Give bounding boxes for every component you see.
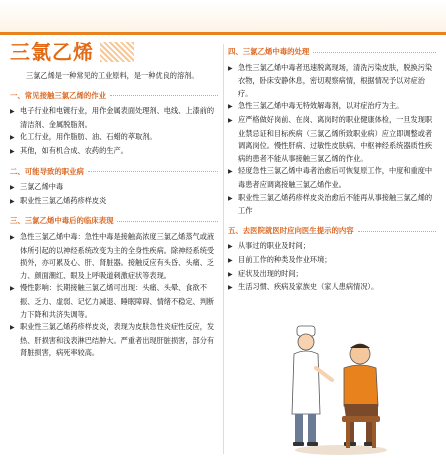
triangle-bullet-icon: ▶ [10, 233, 15, 241]
triangle-bullet-icon: ▶ [228, 284, 233, 292]
triangle-bullet-icon: ▶ [228, 168, 233, 176]
right-column [228, 46, 436, 295]
list-item: ▶ 症状及出现的时间； [228, 268, 436, 282]
title-decoration [100, 42, 134, 62]
heading-rule [110, 95, 218, 96]
heading-rule [358, 231, 436, 232]
triangle-bullet-icon: ▶ [10, 108, 15, 116]
list-item: ▶ 三氯乙烯中毒 [10, 181, 218, 195]
list-item: ▶ 职业性三氯乙烯药疹样皮炎 [10, 195, 218, 209]
heading-rule [313, 52, 436, 53]
top-band [0, 0, 446, 34]
triangle-bullet-icon: ▶ [228, 64, 233, 72]
section-heading: 五、去医院就医时应向医生提示的内容 [228, 225, 436, 238]
triangle-bullet-icon: ▶ [10, 134, 15, 142]
list-item: ▶ 应严格做好岗前、在岗、离岗时的职业健康体检，一旦发现职业禁忌证和目标疾病（三氯乙烯所致职业病）应立即调整或者调离岗位。慢性肝病、过敏性皮肤病、中枢神经系统器质性疾病的患者不能从事接触三氯乙烯的作业。 [228, 114, 433, 163]
page-title: 三氯乙烯 [10, 39, 94, 64]
list-item: ▶ 慢性影响：长期接触三氯乙烯可出现：头痛、头晕、食欲不振、乏力、虚弱、记忆力减退、睡眠障碍、情绪不稳定、判断力下降和共济失调等。 [10, 283, 215, 319]
doctor-figure [292, 326, 332, 446]
triangle-bullet-icon: ▶ [228, 243, 233, 251]
triangle-bullet-icon: ▶ [228, 194, 233, 202]
stool [342, 416, 380, 448]
list-item: ▶ 化工行业，用作脂肪、油、石蜡的萃取剂。 [10, 131, 218, 145]
column-divider [223, 44, 224, 454]
top-stripe [0, 32, 446, 35]
list-item: ▶ 从事过的职业及时间； [228, 240, 436, 254]
list-item: ▶ 生活习惯、疾病及家族史（家人患病情况）。 [228, 281, 436, 295]
doctor-patient-illustration [286, 318, 390, 458]
triangle-bullet-icon: ▶ [10, 324, 15, 332]
title-row [10, 39, 218, 64]
heading-rule [117, 221, 218, 222]
triangle-bullet-icon: ▶ [10, 285, 15, 293]
list-item: ▶ 急性三氯乙烯中毒无特效解毒剂，以对症治疗为主。 [228, 100, 436, 114]
triangle-bullet-icon: ▶ [228, 256, 233, 264]
list-item: ▶ 轻度急性三氯乙烯中毒者治愈后可恢复原工作，中度和重度中毒患者应调离接触三氯乙烯作业。 [228, 166, 433, 189]
list-item: ▶ 目前工作的种类及作业环境； [228, 254, 436, 268]
list-item: ▶ 急性三氯乙烯中毒：急性中毒是接触高浓度三氯乙烯蒸气或液体所引起的以神经系统改变为主的全身性疾病。除神经系统受损外，亦可累及心、肝、肾脏器。接触反应有头昏、头痛、乏力、颜面潮红、眼及上呼吸道刺激症状等表现。 [10, 231, 215, 280]
list-item: ▶ 职业性三氯乙烯药疹样皮炎治愈后不能再从事接触三氯乙烯的工作 [228, 192, 433, 216]
heading-rule [88, 171, 218, 172]
triangle-bullet-icon: ▶ [228, 116, 233, 124]
triangle-bullet-icon: ▶ [228, 270, 233, 278]
intro-text: 三氯乙烯是一种常见的工业原料，是一种优良的溶剂。 [26, 71, 199, 80]
list-item: ▶ 急性三氯乙烯中毒者迅速脱离现场，清洗污染皮肤，脱换污染衣物，卧床安静休息，密切观察病情，根据情况予以对症治疗。 [228, 62, 433, 98]
section-heading: 三、三氯乙烯中毒后的临床表现 [10, 215, 218, 228]
section-heading: 一、常见接触三氯乙烯的作业 [10, 90, 218, 103]
triangle-bullet-icon: ▶ [10, 197, 15, 205]
list-item: ▶ 电子行业和电镀行业，用作金属表面处理剂、电线、上漆前的清洁剂、金属脱脂剂。 [10, 106, 215, 129]
section-heading: 二、可能导致的职业病 [10, 166, 218, 179]
list-item: ▶ 其他，如有机合成、农药的生产。 [10, 145, 218, 159]
section-heading: 四、三氯乙烯中毒的处理 [228, 46, 436, 59]
triangle-bullet-icon: ▶ [10, 147, 15, 155]
triangle-bullet-icon: ▶ [228, 103, 233, 111]
list-item: ▶ 职业性三氯乙烯药疹样皮炎，表现为皮肤急性炎症性反应，发热、肝损害和浅表淋巴结肿大。严重者出现肝脏损害，部分有肾脏损害，病死率较高。 [10, 322, 215, 358]
triangle-bullet-icon: ▶ [10, 184, 15, 192]
left-column [10, 39, 218, 360]
